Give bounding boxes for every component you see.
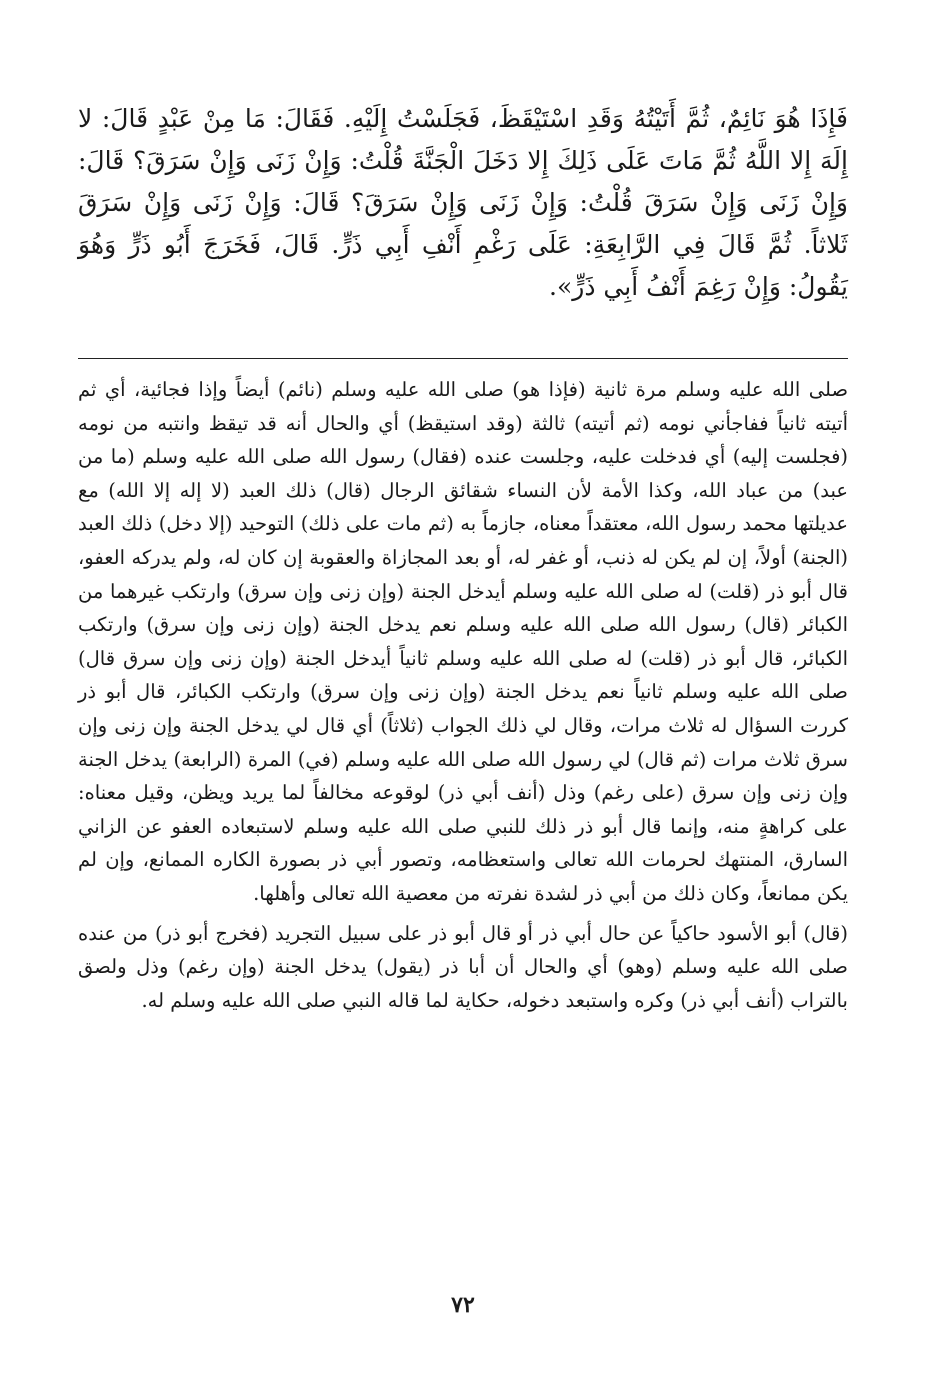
hadith-text: فَإِذَا هُوَ نَائِمٌ، ثُمَّ أَتَيْتُهُ وَقَدِ اسْتَيْقَظَ، فَجَلَسْتُ إِلَيْهِ. فَقَالَ: مَا مِنْ عَبْدٍ قَالَ: لا إِلَهَ إِلا اللَّهُ ثُمَّ مَاتَ عَلَى ذَلِكَ إِلا دَخَلَ الْجَنَّةَ قُلْتُ: وَإِنْ زَنَى وَإِنْ سَرَقَ؟ قَالَ: وَإِنْ زَنَى وَإِنْ سَرَقَ قُلْتُ: وَإِنْ زَنَى وَإِنْ سَرَقَ؟ قَالَ: وَإِنْ زَنَى وَإِنْ سَرَقَ ثَلاثاً. ثُمَّ قَالَ فِي الرَّابِعَةِ: عَلَى رَغْمِ أَنْفِ أَبِي ذَرٍّ. قَالَ، فَخَرَجَ أَبُو ذَرٍّ وَهُوَ يَقُولُ: وَإِنْ رَغِمَ أَنْفُ أَبِي ذَرٍّ». xyxy=(78,104,848,301)
commentary-block xyxy=(78,373,848,1017)
book-page xyxy=(78,0,848,1380)
footnote-divider xyxy=(78,358,848,359)
commentary-paragraph-2: (قال) أبو الأسود حاكياً عن حال أبي ذر أو قال أبو ذر على سبيل التجريد (فخرج أبو ذر) من عنده صلى الله عليه وسلم (وهو) أي والحال أن أبا ذر (يقول) يدخل الجنة (وإن رغم) وذل ولصق بالتراب (أنف أبي ذر) وكره واستبعد دخوله، حكاية لما قاله النبي صلى الله عليه وسلم له. xyxy=(78,921,848,1012)
commentary-paragraph-1: صلى الله عليه وسلم مرة ثانية (فإذا هو) صلى الله عليه وسلم (نائم) أيضاً وإذا فجائية، أي ثم أتيته ثانياً ففاجأني نومه (ثم أتيته) ثالثة (وقد استيقظ) أي والحال أنه قد تيقظ وانتبه من نومه (فجلست إليه) أي فدخلت عليه، وجلست عنده (فقال) رسول الله صلى الله عليه وسلم (ما من عبد) من عباد الله، وكذا الأمة لأن النساء شقائق الرجال (قال) ذلك العبد (لا إله إلا الله) مع عديلتها محمد رسول الله، معتقداً معناه، جازماً به (ثم مات على ذلك) التوحيد (إلا دخل) ذلك العبد (الجنة) أولاً، إن لم يكن له ذنب، أو غفر له، أو بعد المجازاة والعقوبة إن كان له، ولم يدركه العفو، قال أبو ذر (قلت) له صلى الله عليه وسلم أيدخل الجنة (وإن زنى وإن سرق) وارتكب غيرهما من الكبائر (قال) رسول الله صلى الله عليه وسلم نعم يدخل الجنة (وإن زنى وإن سرق) وارتكب الكبائر، قال أبو ذر (قلت) له صلى الله عليه وسلم ثانياً أيدخل الجنة (وإن زنى وإن سرق قال) صلى الله عليه وسلم ثانياً نعم يدخل الجنة (وإن زنى وإن سرق) وارتكب الكبائر، قال أبو ذر كررت السؤال له ثلاث مرات، وقال لي ذلك الجواب (ثلاثاً) أي قال لي يدخل الجنة وإن زنى وإن سرق ثلاث مرات (ثم قال) لي رسول الله صلى الله عليه وسلم (في) المرة (الرابعة) يدخل الجنة وإن زنى وإن سرق (على رغم) وذل (أنف أبي ذر) لوقوعه مخالفاً لما يريد ويظن، وقيل معناه: على كراهةٍ منه، وإنما قال أبو ذر ذلك للنبي صلى الله عليه وسلم لاستبعاده العفو عن الزاني السارق، المنتهك لحرمات الله تعالى واستعظامه، وتصور أبي ذر بصورة الكاره الممانع، وإن لم يكن ممانعاً، وكان ذلك من أبي ذر لشدة نفرته من معصية الله تعالى وأهلها. xyxy=(78,378,848,905)
page-number: ٧٢ xyxy=(451,1292,475,1318)
